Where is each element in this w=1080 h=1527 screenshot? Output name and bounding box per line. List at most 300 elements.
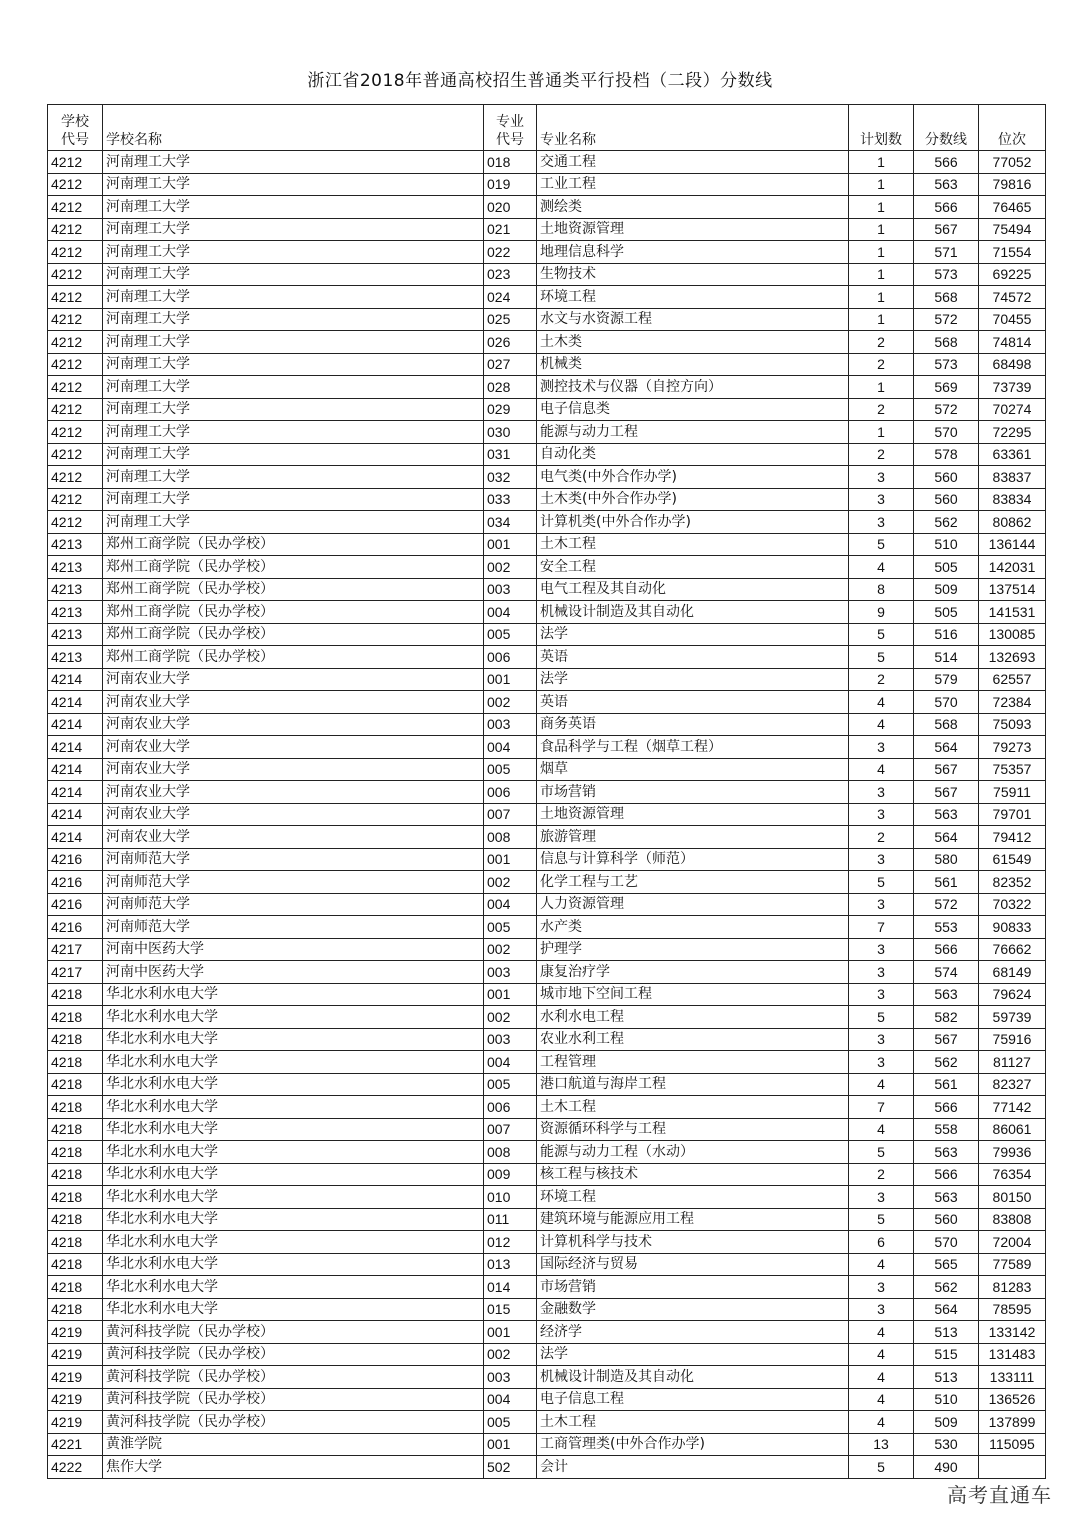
cell-school-name: 河南理工大学 [103,398,484,421]
cell-rank: 76465 [979,196,1046,219]
cell-major-name: 英语 [537,691,849,714]
score-table [47,104,1046,1479]
header-score: 分数线 [914,105,979,151]
cell-major-name: 工业工程 [537,173,849,196]
table-row [48,263,1046,286]
cell-major-name: 资源循环科学与工程 [537,1118,849,1141]
cell-major-code: 012 [484,1231,537,1254]
cell-school-code: 4218 [48,1208,103,1231]
cell-major-name: 机械类 [537,353,849,376]
header-major-code-line1: 专业 [496,114,524,130]
cell-major-name: 水产类 [537,916,849,939]
cell-plan: 4 [849,556,914,579]
table-row [48,556,1046,579]
table-row [48,533,1046,556]
cell-rank: 75911 [979,781,1046,804]
cell-score: 567 [914,1028,979,1051]
cell-school-name: 华北水利水电大学 [103,1141,484,1164]
table-row [48,871,1046,894]
cell-plan: 3 [849,961,914,984]
cell-school-code: 4219 [48,1366,103,1389]
cell-major-code: 002 [484,556,537,579]
cell-plan: 1 [849,173,914,196]
cell-plan: 3 [849,736,914,759]
cell-major-code: 001 [484,983,537,1006]
cell-rank: 73739 [979,376,1046,399]
cell-score: 569 [914,376,979,399]
cell-score: 560 [914,488,979,511]
cell-school-name: 河南理工大学 [103,196,484,219]
table-row [48,218,1046,241]
cell-score: 568 [914,713,979,736]
cell-school-name: 华北水利水电大学 [103,1208,484,1231]
cell-major-code: 003 [484,713,537,736]
cell-plan: 13 [849,1433,914,1456]
cell-score: 563 [914,983,979,1006]
cell-score: 513 [914,1321,979,1344]
cell-school-code: 4222 [48,1456,103,1479]
cell-major-code: 008 [484,826,537,849]
cell-plan: 3 [849,893,914,916]
table-row [48,1141,1046,1164]
cell-plan: 3 [849,1028,914,1051]
cell-major-name: 英语 [537,646,849,669]
cell-rank: 69225 [979,263,1046,286]
cell-school-code: 4221 [48,1433,103,1456]
cell-score: 515 [914,1343,979,1366]
cell-school-name: 河南理工大学 [103,353,484,376]
cell-major-code: 006 [484,646,537,669]
cell-score: 509 [914,578,979,601]
cell-school-code: 4218 [48,1253,103,1276]
cell-major-code: 013 [484,1253,537,1276]
cell-major-code: 014 [484,1276,537,1299]
cell-major-code: 015 [484,1298,537,1321]
cell-score: 563 [914,803,979,826]
cell-school-code: 4212 [48,286,103,309]
table-row [48,601,1046,624]
cell-rank: 79624 [979,983,1046,1006]
cell-rank: 90833 [979,916,1046,939]
header-major-code [484,105,537,151]
cell-major-name: 土地资源管理 [537,803,849,826]
cell-rank: 137899 [979,1411,1046,1434]
cell-school-name: 河南师范大学 [103,848,484,871]
cell-plan: 4 [849,1253,914,1276]
table-row [48,1433,1046,1456]
cell-school-name: 河南农业大学 [103,736,484,759]
cell-score: 578 [914,443,979,466]
cell-school-code: 4218 [48,1073,103,1096]
cell-school-code: 4212 [48,376,103,399]
cell-school-name: 华北水利水电大学 [103,1118,484,1141]
cell-score: 567 [914,781,979,804]
table-row [48,151,1046,174]
cell-school-name: 黄河科技学院（民办学校） [103,1343,484,1366]
cell-major-name: 能源与动力工程（水动） [537,1141,849,1164]
table-row [48,1096,1046,1119]
cell-rank [979,1456,1046,1479]
table-row [48,736,1046,759]
table-row [48,1163,1046,1186]
table-row [48,1051,1046,1074]
cell-major-code: 003 [484,961,537,984]
cell-school-name: 华北水利水电大学 [103,1028,484,1051]
cell-plan: 6 [849,1231,914,1254]
cell-rank: 71554 [979,241,1046,264]
cell-plan: 1 [849,286,914,309]
cell-major-code: 005 [484,1411,537,1434]
cell-major-code: 032 [484,466,537,489]
cell-major-name: 测控技术与仪器（自控方向） [537,376,849,399]
cell-school-name: 黄河科技学院（民办学校） [103,1411,484,1434]
cell-plan: 3 [849,848,914,871]
table-row [48,421,1046,444]
cell-major-code: 001 [484,668,537,691]
cell-major-code: 002 [484,938,537,961]
cell-school-code: 4219 [48,1321,103,1344]
cell-school-name: 华北水利水电大学 [103,1006,484,1029]
cell-school-name: 河南理工大学 [103,511,484,534]
cell-school-code: 4212 [48,151,103,174]
cell-school-name: 河南理工大学 [103,488,484,511]
cell-major-code: 024 [484,286,537,309]
table-row [48,713,1046,736]
cell-rank: 133142 [979,1321,1046,1344]
cell-major-code: 005 [484,758,537,781]
cell-school-code: 4218 [48,1096,103,1119]
cell-school-code: 4213 [48,533,103,556]
cell-score: 562 [914,1051,979,1074]
cell-major-name: 环境工程 [537,1186,849,1209]
cell-major-code: 002 [484,871,537,894]
cell-school-code: 4213 [48,578,103,601]
cell-school-code: 4212 [48,398,103,421]
cell-score: 572 [914,308,979,331]
cell-major-code: 023 [484,263,537,286]
cell-score: 490 [914,1456,979,1479]
cell-school-name: 华北水利水电大学 [103,1051,484,1074]
cell-major-code: 006 [484,1096,537,1119]
cell-major-name: 核工程与核技术 [537,1163,849,1186]
cell-plan: 3 [849,466,914,489]
cell-school-name: 河南理工大学 [103,443,484,466]
cell-rank: 130085 [979,623,1046,646]
table-row [48,286,1046,309]
cell-school-code: 4212 [48,466,103,489]
table-row [48,646,1046,669]
cell-school-code: 4212 [48,218,103,241]
cell-school-code: 4218 [48,1051,103,1074]
cell-major-name: 农业水利工程 [537,1028,849,1051]
table-row [48,1343,1046,1366]
cell-major-name: 护理学 [537,938,849,961]
cell-major-name: 测绘类 [537,196,849,219]
cell-rank: 82327 [979,1073,1046,1096]
table-row [48,578,1046,601]
cell-school-name: 郑州工商学院（民办学校） [103,646,484,669]
table-row [48,623,1046,646]
cell-score: 570 [914,421,979,444]
table-row [48,331,1046,354]
cell-rank: 77052 [979,151,1046,174]
table-row [48,668,1046,691]
cell-school-code: 4219 [48,1343,103,1366]
cell-school-name: 郑州工商学院（民办学校） [103,533,484,556]
cell-major-name: 土木工程 [537,533,849,556]
cell-school-name: 华北水利水电大学 [103,1163,484,1186]
table-row [48,443,1046,466]
cell-major-code: 031 [484,443,537,466]
cell-plan: 3 [849,1051,914,1074]
cell-score: 514 [914,646,979,669]
table-row [48,1028,1046,1051]
cell-school-code: 4217 [48,961,103,984]
cell-score: 516 [914,623,979,646]
cell-score: 564 [914,1298,979,1321]
cell-major-code: 001 [484,1321,537,1344]
cell-school-name: 河南农业大学 [103,668,484,691]
cell-major-code: 001 [484,1433,537,1456]
cell-score: 509 [914,1411,979,1434]
table-row [48,353,1046,376]
table-row [48,1186,1046,1209]
cell-score: 580 [914,848,979,871]
cell-rank: 76354 [979,1163,1046,1186]
cell-school-name: 河南中医药大学 [103,938,484,961]
cell-major-name: 土木类(中外合作办学) [537,488,849,511]
table-row [48,826,1046,849]
watermark: 高考直通车 [947,1483,1052,1507]
table-row [48,1073,1046,1096]
cell-major-name: 旅游管理 [537,826,849,849]
cell-rank: 63361 [979,443,1046,466]
cell-school-code: 4212 [48,196,103,219]
cell-rank: 74572 [979,286,1046,309]
cell-major-name: 水文与水资源工程 [537,308,849,331]
cell-major-name: 土木工程 [537,1411,849,1434]
table-header-row [48,105,1046,151]
cell-school-name: 河南理工大学 [103,173,484,196]
cell-score: 571 [914,241,979,264]
cell-score: 573 [914,263,979,286]
cell-school-name: 河南理工大学 [103,331,484,354]
header-rank: 位次 [979,105,1046,151]
cell-rank: 72004 [979,1231,1046,1254]
cell-plan: 3 [849,1186,914,1209]
cell-rank: 80150 [979,1186,1046,1209]
cell-major-name: 环境工程 [537,286,849,309]
cell-major-code: 003 [484,1028,537,1051]
table-row [48,781,1046,804]
cell-school-name: 河南农业大学 [103,803,484,826]
cell-school-code: 4214 [48,803,103,826]
cell-plan: 3 [849,1276,914,1299]
cell-plan: 8 [849,578,914,601]
cell-major-code: 001 [484,533,537,556]
cell-school-code: 4212 [48,263,103,286]
cell-school-code: 4213 [48,556,103,579]
cell-school-name: 黄河科技学院（民办学校） [103,1321,484,1344]
cell-school-name: 华北水利水电大学 [103,1073,484,1096]
cell-school-code: 4212 [48,511,103,534]
table-row [48,916,1046,939]
cell-plan: 2 [849,398,914,421]
cell-score: 561 [914,871,979,894]
cell-school-name: 河南理工大学 [103,218,484,241]
cell-major-code: 004 [484,601,537,624]
cell-rank: 81127 [979,1051,1046,1074]
header-school-code [48,105,103,151]
cell-school-name: 河南农业大学 [103,826,484,849]
cell-school-name: 郑州工商学院（民办学校） [103,623,484,646]
table-row [48,1366,1046,1389]
cell-school-code: 4216 [48,871,103,894]
cell-major-code: 009 [484,1163,537,1186]
cell-rank: 70274 [979,398,1046,421]
cell-major-code: 002 [484,691,537,714]
cell-major-name: 土地资源管理 [537,218,849,241]
cell-major-name: 康复治疗学 [537,961,849,984]
cell-major-name: 地理信息科学 [537,241,849,264]
cell-plan: 1 [849,308,914,331]
cell-major-code: 025 [484,308,537,331]
cell-school-name: 郑州工商学院（民办学校） [103,578,484,601]
cell-rank: 59739 [979,1006,1046,1029]
cell-school-name: 黄河科技学院（民办学校） [103,1366,484,1389]
cell-school-name: 河南理工大学 [103,308,484,331]
cell-rank: 142031 [979,556,1046,579]
cell-major-name: 国际经济与贸易 [537,1253,849,1276]
cell-major-code: 011 [484,1208,537,1231]
cell-major-name: 食品科学与工程（烟草工程） [537,736,849,759]
cell-rank: 81283 [979,1276,1046,1299]
cell-rank: 83834 [979,488,1046,511]
header-major-name: 专业名称 [537,105,849,151]
cell-score: 564 [914,826,979,849]
cell-plan: 4 [849,758,914,781]
cell-school-name: 河南师范大学 [103,893,484,916]
cell-plan: 2 [849,331,914,354]
cell-score: 579 [914,668,979,691]
cell-major-name: 电子信息类 [537,398,849,421]
table-row [48,1456,1046,1479]
cell-school-code: 4214 [48,781,103,804]
cell-plan: 5 [849,646,914,669]
cell-score: 567 [914,218,979,241]
cell-plan: 2 [849,826,914,849]
cell-rank: 133111 [979,1366,1046,1389]
cell-plan: 2 [849,443,914,466]
cell-school-name: 河南理工大学 [103,241,484,264]
cell-school-code: 4218 [48,1006,103,1029]
table-row [48,1298,1046,1321]
table-row [48,241,1046,264]
cell-major-code: 003 [484,1366,537,1389]
cell-plan: 5 [849,1141,914,1164]
table-row [48,1006,1046,1029]
cell-plan: 2 [849,1163,914,1186]
cell-school-code: 4216 [48,848,103,871]
cell-school-code: 4214 [48,668,103,691]
cell-plan: 1 [849,151,914,174]
cell-rank: 79936 [979,1141,1046,1164]
cell-major-code: 019 [484,173,537,196]
cell-score: 570 [914,691,979,714]
cell-rank: 77589 [979,1253,1046,1276]
cell-rank: 80862 [979,511,1046,534]
cell-major-name: 港口航道与海岸工程 [537,1073,849,1096]
cell-major-name: 烟草 [537,758,849,781]
cell-plan: 5 [849,533,914,556]
cell-plan: 4 [849,1321,914,1344]
cell-rank: 79273 [979,736,1046,759]
table-row [48,1231,1046,1254]
cell-score: 566 [914,151,979,174]
cell-major-name: 城市地下空间工程 [537,983,849,1006]
cell-major-code: 022 [484,241,537,264]
cell-major-name: 土木类 [537,331,849,354]
cell-major-name: 工商管理类(中外合作办学) [537,1433,849,1456]
cell-score: 510 [914,1388,979,1411]
cell-score: 566 [914,196,979,219]
cell-score: 566 [914,1096,979,1119]
cell-score: 566 [914,1163,979,1186]
cell-major-code: 020 [484,196,537,219]
cell-rank: 137514 [979,578,1046,601]
cell-school-code: 4212 [48,331,103,354]
table-row [48,848,1046,871]
cell-major-name: 商务英语 [537,713,849,736]
table-row [48,398,1046,421]
cell-major-code: 002 [484,1006,537,1029]
cell-plan: 3 [849,781,914,804]
cell-rank: 75916 [979,1028,1046,1051]
cell-major-code: 001 [484,848,537,871]
cell-plan: 5 [849,623,914,646]
cell-rank: 79412 [979,826,1046,849]
table-row [48,466,1046,489]
cell-school-name: 河南理工大学 [103,263,484,286]
cell-plan: 1 [849,196,914,219]
cell-school-code: 4218 [48,1231,103,1254]
table-row [48,1208,1046,1231]
cell-school-code: 4218 [48,1141,103,1164]
cell-major-name: 水利水电工程 [537,1006,849,1029]
table-row [48,938,1046,961]
cell-major-code: 002 [484,1343,537,1366]
cell-score: 564 [914,736,979,759]
cell-school-code: 4214 [48,826,103,849]
cell-rank: 83837 [979,466,1046,489]
cell-score: 565 [914,1253,979,1276]
cell-major-code: 004 [484,736,537,759]
cell-major-name: 电气工程及其自动化 [537,578,849,601]
cell-plan: 5 [849,1208,914,1231]
cell-rank: 78595 [979,1298,1046,1321]
cell-school-code: 4218 [48,1186,103,1209]
cell-school-name: 华北水利水电大学 [103,983,484,1006]
cell-school-code: 4218 [48,983,103,1006]
cell-major-code: 027 [484,353,537,376]
cell-school-name: 河南农业大学 [103,758,484,781]
header-major-code-line2: 代号 [496,132,524,148]
cell-major-name: 计算机类(中外合作办学) [537,511,849,534]
cell-rank: 70322 [979,893,1046,916]
cell-major-code: 030 [484,421,537,444]
cell-major-name: 能源与动力工程 [537,421,849,444]
table-row [48,961,1046,984]
